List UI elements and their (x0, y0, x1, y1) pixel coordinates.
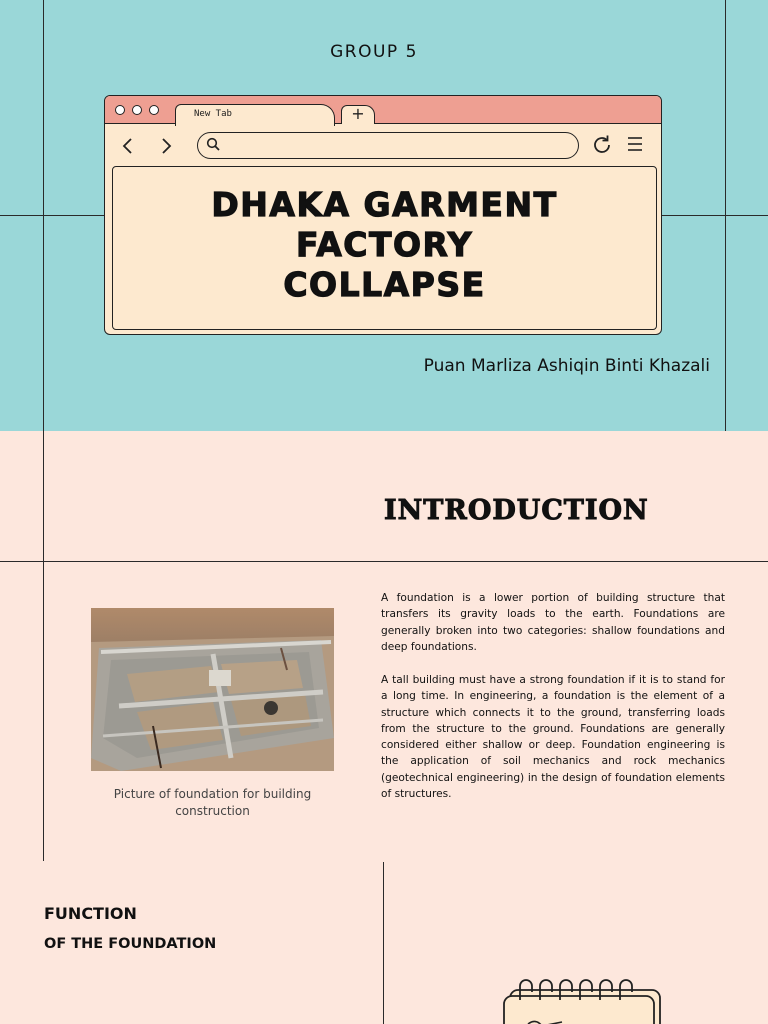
content-left-line (43, 431, 44, 861)
foundation-construction-photo (91, 608, 334, 771)
title-line-1: DHAKA GARMENT (211, 185, 558, 224)
search-icon (206, 137, 220, 151)
calendar-icon (500, 970, 680, 1024)
maximize-dot-icon (149, 105, 159, 115)
presenter-name: Puan Marliza Ashiqin Binti Khazali (423, 356, 710, 376)
browser-tab (175, 104, 335, 126)
cover-horizontal-line-right (662, 215, 768, 216)
refresh-icon (590, 133, 614, 157)
group-label: GROUP 5 (330, 42, 418, 62)
introduction-heading: INTRODUCTION (384, 495, 649, 526)
title-line-3: COLLAPSE (283, 265, 486, 304)
title-line-2: FACTORY (295, 225, 474, 264)
intro-paragraph-2: A tall building must have a strong foundation if it is to stand for a long time. In engineering, a foundation is the element of a structure which connects it to the ground, transferring loads from the structure to the ground. Foundations are generally considered either shallow or deep. Foundation engineering is the application of soil mechanics and rock mechanics (geotechnical engineering) in the design of foundation elements of structures. (381, 674, 725, 801)
intro-paragraph-1: A foundation is a lower portion of building structure that transfers its gravity loads to the earth. Foundations are generally broken into two categories: shallow foundations and deep foundations. (381, 592, 725, 653)
back-arrow-icon (121, 136, 135, 159)
minimize-dot-icon (132, 105, 142, 115)
browser-title-bar (105, 96, 661, 124)
menu-icon (627, 136, 643, 152)
close-dot-icon (115, 105, 125, 115)
new-tab-plus-icon: + (341, 105, 375, 124)
address-bar-graphic (197, 132, 579, 159)
content-horizontal-line (0, 561, 768, 562)
page-title (113, 185, 656, 305)
forward-arrow-icon (159, 136, 173, 159)
photo-caption: Picture of foundation for building construction (113, 787, 312, 818)
function-subheading: OF THE FOUNDATION (44, 936, 217, 952)
browser-content-area (112, 166, 657, 330)
tab-label: New Tab (194, 109, 232, 119)
function-heading: FUNCTION (44, 904, 137, 923)
function-divider-line (383, 862, 384, 1024)
browser-window-graphic (104, 95, 662, 335)
cover-horizontal-line-left (0, 215, 104, 216)
